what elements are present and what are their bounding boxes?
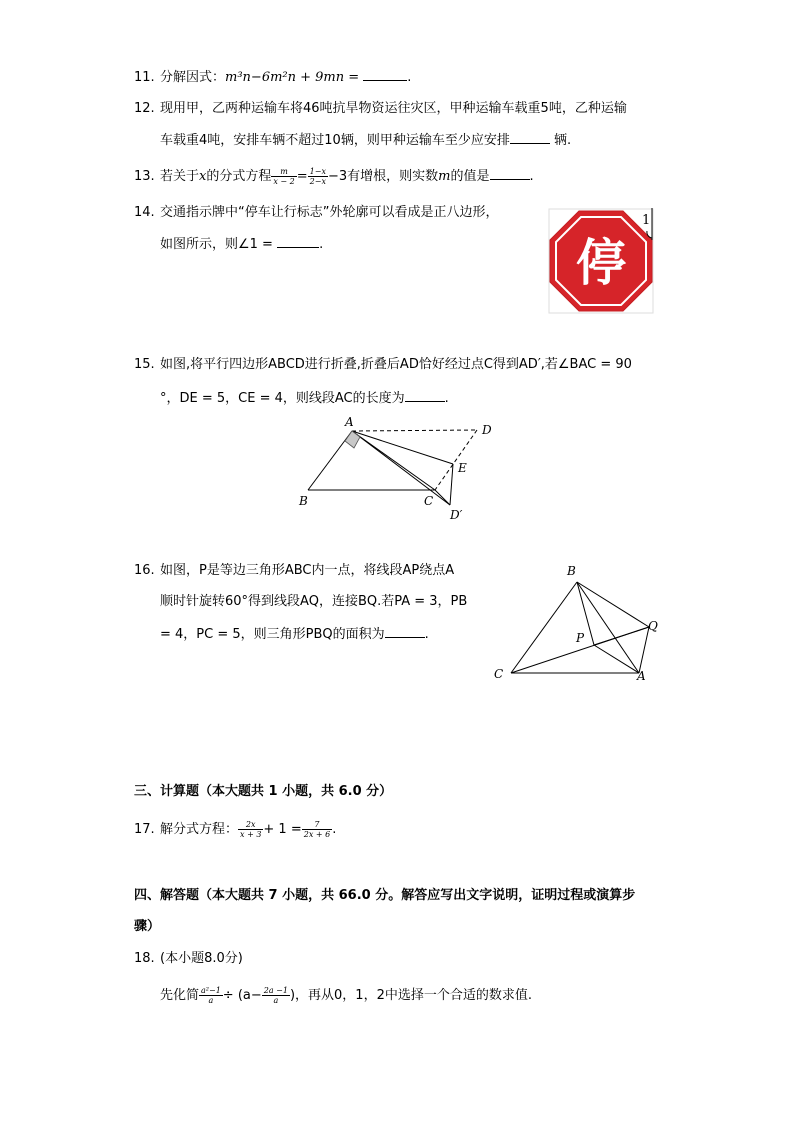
equals: = <box>296 169 308 184</box>
answer-blank[interactable] <box>363 67 407 81</box>
fraction-7-over-2x-6 <box>302 820 332 839</box>
numerator: a²−1 <box>201 986 221 995</box>
variable-x: x <box>199 169 207 184</box>
answer-blank[interactable] <box>490 166 530 180</box>
segment-PA <box>594 645 639 673</box>
segment-CD-prime <box>435 490 450 505</box>
answer-blank[interactable] <box>277 234 319 248</box>
question-14 <box>134 204 498 222</box>
answer-blank[interactable] <box>385 624 425 638</box>
question-text-line-2: 车载重4吨，安排车辆不超过10辆，则甲种运输车至少应安排 <box>160 133 510 148</box>
minus-3: −3 <box>327 169 348 184</box>
segment-QA <box>639 627 649 673</box>
question-11 <box>134 67 411 87</box>
label-A: A <box>637 669 646 683</box>
numerator: 7 <box>302 820 332 830</box>
divide-operator: ÷ (a− <box>222 988 262 1003</box>
equilateral-triangle-figure <box>488 560 668 688</box>
question-number: 12. <box>134 101 155 116</box>
segment-AD-dashed <box>352 430 477 431</box>
denominator: 2−x <box>309 177 326 186</box>
period: . <box>444 391 449 406</box>
question-13 <box>134 166 534 186</box>
question-16 <box>134 562 454 580</box>
denominator: a <box>273 996 279 1005</box>
question-text-line-1: 现用甲，乙两种运输车将46吨抗旱物资运往灾区，甲种运输车载重5吨，乙种运输 <box>160 101 627 116</box>
text: 的分式方程 <box>206 169 272 184</box>
question-number: 14. <box>134 205 155 220</box>
sign-character: 停 <box>576 234 626 292</box>
label-E: E <box>458 461 467 475</box>
question-number: 16. <box>134 563 155 578</box>
section-4-title-line-1: 四、解答题（本大题共 7 小题，共 66.0 分。解答应写出文字说明，证明过程或演算步 <box>134 888 636 903</box>
label-B: B <box>299 494 308 508</box>
fraction-2x-over-x-3 <box>238 820 263 839</box>
label-D-prime: D′ <box>450 508 463 522</box>
variable-m: m <box>438 169 451 184</box>
text: 若关于 <box>160 169 200 184</box>
question-number: 18. <box>134 951 155 966</box>
numerator: 1−x <box>309 167 326 176</box>
question-text-line-1: 交通指示牌中“停车让行标志”外轮廓可以看成是正八边形， <box>160 205 499 220</box>
text: 的值是 <box>450 169 490 184</box>
period: . <box>424 627 429 642</box>
text: 先化简 <box>160 988 200 1003</box>
section-4-title-line-2: 骤） <box>134 919 161 934</box>
label-Q: Q <box>648 619 658 633</box>
period: . <box>332 822 337 837</box>
label-P: P <box>576 631 585 645</box>
right-angle-marker <box>345 431 360 448</box>
fraction-1-x-over-2-x <box>308 167 328 186</box>
angle-label: 1 <box>642 213 651 228</box>
fraction-a2-1-over-a <box>199 986 223 1005</box>
parallelogram-fold-figure <box>290 415 510 527</box>
question-15-line-2 <box>160 388 449 408</box>
answer-blank[interactable] <box>510 130 550 144</box>
denominator: x − 2 <box>273 177 295 186</box>
question-number: 17. <box>134 822 155 837</box>
question-text-line-2: °，DE = 5，CE = 4，则线段AC的长度为 <box>160 391 405 406</box>
question-18 <box>134 950 243 968</box>
label-B: B <box>567 564 576 578</box>
question-text-line-1: 如图，P是等边三角形ABC内一点，将线段AP绕点A <box>160 563 455 578</box>
question-14-line-2 <box>160 234 323 254</box>
question-18-body <box>160 986 532 1005</box>
label-C: C <box>494 667 504 681</box>
fraction-2a-1-over-a <box>262 986 290 1005</box>
label-A: A <box>345 415 354 429</box>
denominator: 2x + 6 <box>303 830 331 839</box>
question-text-line-2: 顺时针旋转60°得到线段AQ，连接BQ.若PA = 3，PB <box>160 594 468 609</box>
fraction-m-over-x-2 <box>271 167 296 186</box>
denominator: a <box>208 996 214 1005</box>
text: 有增根，则实数 <box>347 169 439 184</box>
section-3-title: 三、计算题（本大题共 1 小题，共 6.0 分） <box>134 784 393 799</box>
text: )，再从0，1，2中选择一个合适的数求值. <box>289 988 532 1003</box>
question-12-line-2 <box>160 130 571 150</box>
answer-blank[interactable] <box>405 388 445 402</box>
numerator: 2a −1 <box>263 986 288 995</box>
question-number: 11. <box>134 70 155 85</box>
segment-BC <box>511 582 577 673</box>
segment-ED-prime <box>450 464 453 505</box>
question-text-line-1: 如图,将平行四边形ABCD进行折叠,折叠后AD恰好经过点C得到AD′,若∠BAC = 90 <box>160 357 632 372</box>
question-15 <box>134 356 632 374</box>
segment-BA <box>577 582 639 673</box>
period: . <box>529 169 534 184</box>
label-D: D <box>482 423 492 437</box>
question-16-line-3 <box>160 624 429 644</box>
question-16-line-2 <box>160 593 467 611</box>
numerator: m <box>271 167 296 177</box>
denominator: x + 3 <box>240 830 262 839</box>
score-label: (本小题8.0分) <box>160 951 243 966</box>
question-12 <box>134 100 627 118</box>
period: . <box>407 70 412 85</box>
question-number: 15. <box>134 357 155 372</box>
stop-sign-figure <box>546 206 658 316</box>
period: . <box>319 237 324 252</box>
question-text: 分解因式： <box>160 70 226 85</box>
question-number: 13. <box>134 169 155 184</box>
segment-AE <box>352 431 453 464</box>
question-text-end: 辆. <box>553 133 572 148</box>
label-C: C <box>424 494 434 508</box>
segment-AD-prime <box>352 431 450 505</box>
question-text: 解分式方程： <box>160 822 239 837</box>
question-text-line-3: = 4，PC = 5，则三角形PBQ的面积为 <box>160 627 385 642</box>
math-expression: m³n−6m²n + 9mn = <box>225 70 360 85</box>
question-17 <box>134 820 336 839</box>
segment-PQ <box>594 627 649 645</box>
numerator: 2x <box>238 820 263 830</box>
question-text-line-2: 如图所示，则∠1 = <box>160 237 273 252</box>
plus-one-equals: + 1 = <box>263 822 302 837</box>
